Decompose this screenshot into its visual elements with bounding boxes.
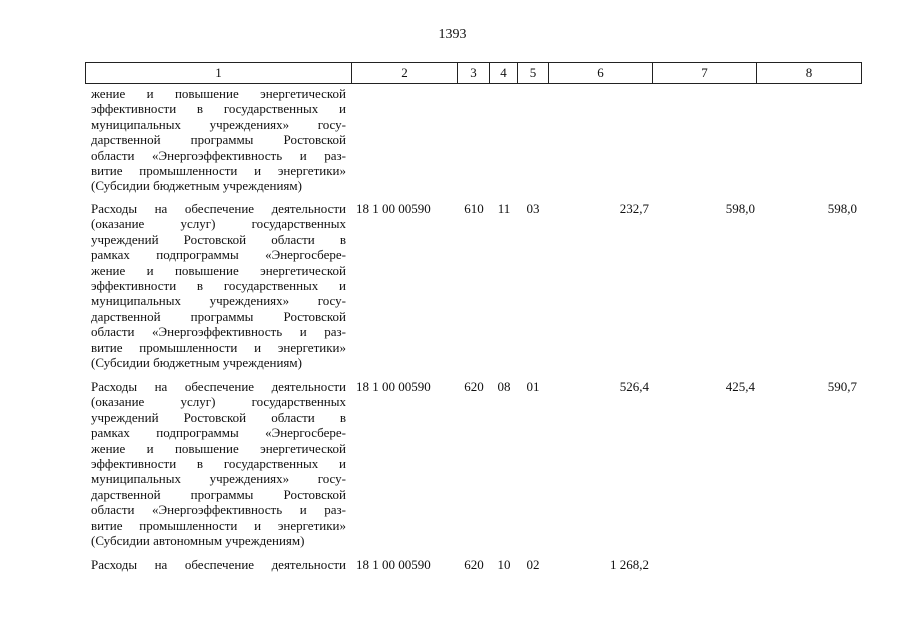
description-line: муниципальных учреждениях» госу- [91,471,346,487]
header-cell: 5 [518,63,549,84]
header-cell: 4 [490,63,518,84]
description-line: муниципальных учреждениях» госу- [91,293,346,309]
section-code: 11 [497,201,511,216]
description-line: (оказание услуг) государственных [91,394,346,410]
expense-type-code: 620 [464,379,484,394]
target-article-code: 18 1 00 00590 [356,201,431,216]
description-line: Расходы на обеспечение деятельности [91,557,346,572]
amount-col8: 590,7 [827,379,857,394]
header-cell: 8 [757,63,862,84]
target-article-code: 18 1 00 00590 [356,379,431,394]
section-code: 10 [497,557,511,572]
description-line: (Субсидии автономным учреждениям) [91,532,305,548]
header-cell: 3 [458,63,490,84]
description-line: учреждений Ростовской области в [91,409,346,425]
description-line: области «Энергоэффективность и раз- [91,502,346,518]
description-line: (Субсидии бюджетным учреждениям) [91,178,302,194]
expense-type-code: 620 [464,557,484,572]
amount-col6: 1 268,2 [610,557,649,572]
subsection-code: 02 [526,557,540,572]
header-row [86,63,862,84]
header-cell: 1 [86,63,352,84]
column-header-table [85,62,862,84]
description-line: муниципальных учреждениях» госу- [91,116,346,132]
row-description [91,86,346,194]
amount-col7: 425,4 [725,379,755,394]
description-line: дарственной программы Ростовской [91,132,346,148]
description-line: эффективности в государственных и [91,101,346,117]
expense-type-code: 610 [464,201,484,216]
header-cell: 2 [352,63,458,84]
amount-col7: 598,0 [725,201,755,216]
description-line: жение и повышение энергетической [91,440,346,456]
description-line: витие промышленности и энергетики» [91,162,346,178]
description-line: (Субсидии бюджетным учреждениям) [91,354,302,370]
description-line: Расходы на обеспечение деятельности [91,379,346,394]
description-line: (оказание услуг) государственных [91,216,346,232]
description-line: жение и повышение энергетической [91,86,346,101]
page-number: 1393 [438,27,467,42]
amount-col6: 232,7 [619,201,649,216]
description-line: жение и повышение энергетической [91,262,346,278]
header-cell: 7 [653,63,757,84]
description-line: области «Энергоэффективность и раз- [91,147,346,163]
description-line: дарственной программы Ростовской [91,486,346,502]
amount-col8: 598,0 [827,201,857,216]
description-line: учреждений Ростовской области в [91,231,346,247]
description-line: эффективности в государственных и [91,277,346,293]
description-line: Расходы на обеспечение деятельности [91,201,346,216]
description-line: эффективности в государственных и [91,455,346,471]
description-line: витие промышленности и энергетики» [91,517,346,533]
row-description [91,379,346,548]
section-code: 08 [497,379,511,394]
amount-col6: 526,4 [619,379,649,394]
description-line: рамках подпрограммы «Энергосбере- [91,247,346,263]
header-cell: 6 [549,63,653,84]
target-article-code: 18 1 00 00590 [356,557,431,572]
description-line: витие промышленности и энергетики» [91,339,346,355]
description-line: дарственной программы Ростовской [91,308,346,324]
description-line: рамках подпрограммы «Энергосбере- [91,425,346,441]
description-line: области «Энергоэффективность и раз- [91,324,346,340]
subsection-code: 01 [526,379,540,394]
row-description [91,557,346,572]
subsection-code: 03 [526,201,540,216]
row-description [91,201,346,370]
